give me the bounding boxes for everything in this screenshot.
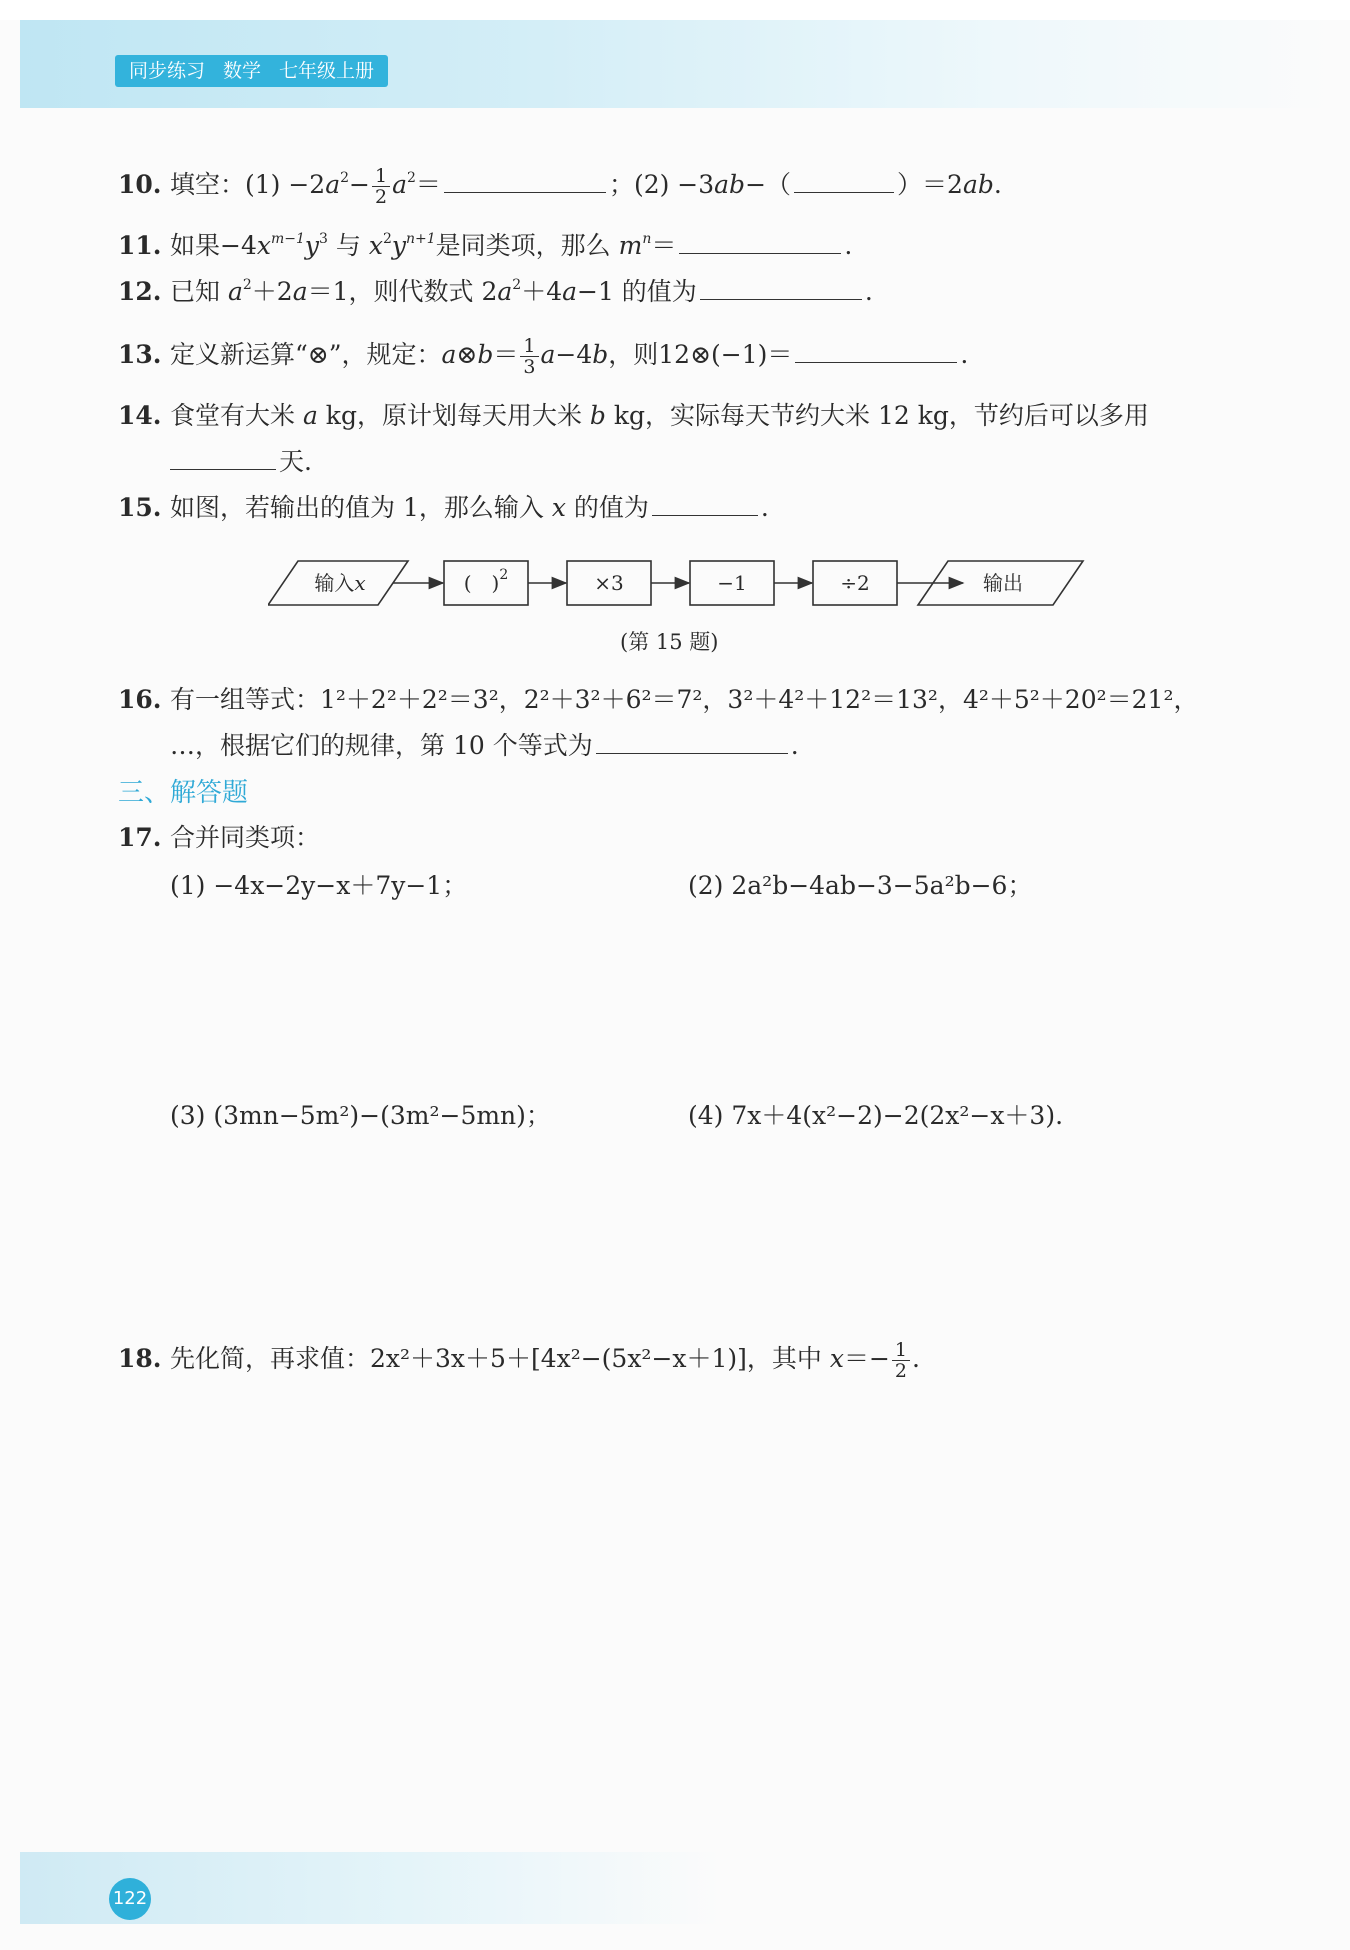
section-title: 三、解答题 xyxy=(118,778,249,808)
header-grade: 七年级上册 xyxy=(279,60,375,82)
fraction-one-half: $\frac{1}{2}$ xyxy=(372,166,390,207)
question-10: 10. 填空：$(1) -2a^2-$ $\frac{1}{2}$ $a^2=$ ；(2) −3ab−（ ）＝2ab. xyxy=(118,165,1002,208)
flowchart xyxy=(268,558,1088,610)
question-17: 17. 合并同类项： xyxy=(118,823,321,852)
header-subject: 数学 xyxy=(223,60,262,82)
answer-blank-10-1[interactable] xyxy=(444,170,606,193)
question-14: 14. 食堂有大米 a kg，原计划每天用大米 b kg，实际每天节约大米 12 kg，节约后可以多用 xyxy=(118,401,1149,430)
answer-blank-10-2[interactable] xyxy=(794,170,894,193)
figure-caption: (第 15 题) xyxy=(620,630,719,654)
question-14-line2: 天. xyxy=(170,444,312,480)
question-16: 16. 有一组等式：1²＋2²＋2²＝3²，2²＋3²＋6²＝7²，3²＋4²＋12²＝13²，4²＋5²＋20²＝21²， xyxy=(118,685,1199,714)
question-17-part-4: (4) 7x＋4(x²−2)−2(2x²−x＋3). xyxy=(688,1101,1064,1130)
header-book: 同步练习 xyxy=(129,60,206,82)
flowchart-input-label: 输入x xyxy=(314,571,366,595)
answer-blank-14[interactable] xyxy=(170,447,276,470)
flowchart-output-label: 输出 xyxy=(983,571,1023,595)
flowchart-square-label: ( )$^2$ xyxy=(463,567,509,595)
question-17-part-2: (2) 2a²b−4ab−3−5a²b−6； xyxy=(688,871,1033,900)
question-17-part-1: (1) −4x−2y−x＋7y−1； xyxy=(170,871,468,900)
question-13: 13. 定义新运算“⊗”，规定：a⊗b＝ $\frac{1}{3}$ a−4b，则12⊗(−1)＝ . xyxy=(118,335,969,378)
question-16-line2: …，根据它们的规律，第 10 个等式为 . xyxy=(170,731,799,760)
answer-blank-11[interactable] xyxy=(679,231,841,254)
answer-blank-12[interactable] xyxy=(700,277,862,300)
page-top-edge xyxy=(0,0,1350,20)
flowchart-minus1-label: −1 xyxy=(717,571,747,595)
answer-blank-15[interactable] xyxy=(652,493,758,516)
question-11: 11. 如果$-4x^{m-1}y^3$ 与 $x^2y^{n+1}$是同类项，那么 $m^n=$ . xyxy=(118,231,853,260)
flowchart-times3-label: ×3 xyxy=(594,571,624,595)
question-15: 15. 如图，若输出的值为 1，那么输入 x 的值为 . xyxy=(118,493,769,522)
fraction-one-half-q18: $\frac{1}{2}$ xyxy=(892,1340,910,1381)
page-number: 122 xyxy=(109,1878,151,1920)
question-12: 12. 已知 $a^2+2a=1$，则代数式 $2a^2+4a-1$ 的值为 . xyxy=(118,277,873,306)
question-18: 18. 先化简，再求值：2x²＋3x＋5＋[4x²−(5x²−x＋1)]，其中 x＝− $\frac{1}{2}$ . xyxy=(118,1339,920,1382)
answer-blank-16[interactable] xyxy=(596,731,788,754)
header-label xyxy=(115,55,388,87)
fraction-one-third: $\frac{1}{3}$ xyxy=(520,336,538,377)
question-17-part-3: (3) (3mn−5m²)−(3m²−5mn)； xyxy=(170,1101,551,1130)
answer-blank-13[interactable] xyxy=(795,340,957,363)
flowchart-div2-label: ÷2 xyxy=(840,571,870,595)
